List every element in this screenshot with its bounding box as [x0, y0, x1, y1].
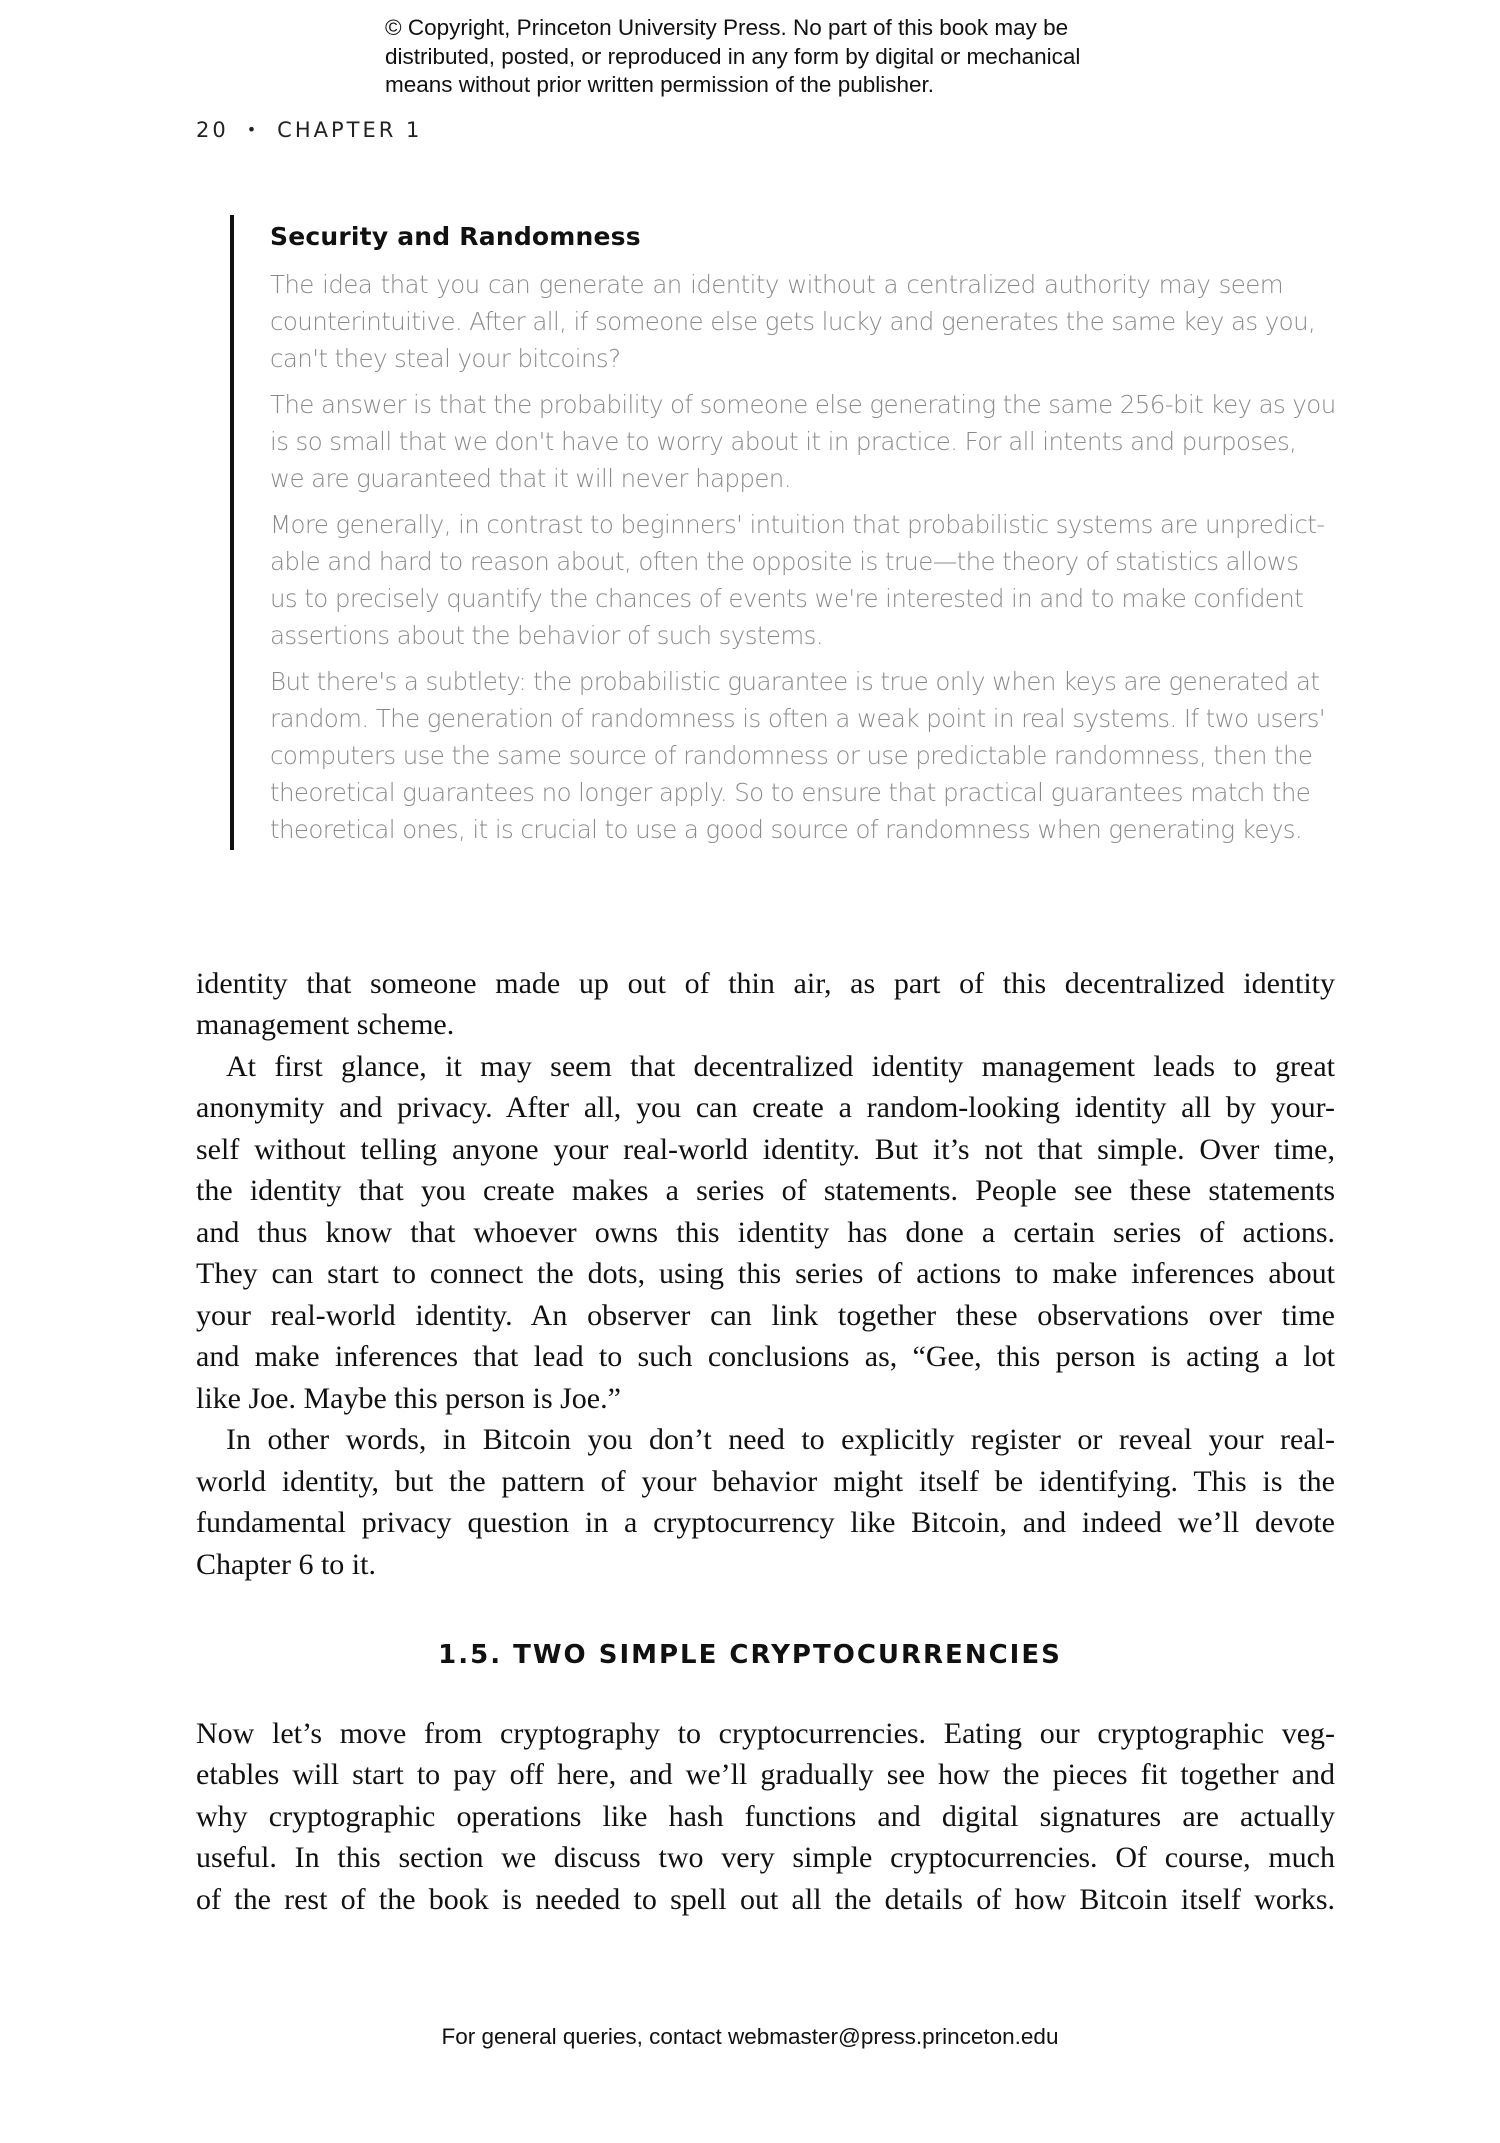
copyright-line: © Copyright, Princeton University Press. No part of this book may be	[385, 15, 1069, 40]
body-line: In other words, in Bitcoin you don’t need to explicitly register or reveal your real-	[226, 1423, 1335, 1456]
body-line: your real-world identity. An observer can link together these observations over time	[196, 1299, 1335, 1332]
sidebar-line: is so small that we don't have to worry about it in practice. For all intents and purposes,	[270, 427, 1297, 456]
copyright-line: distributed, posted, or reproduced in any form by digital or mechanical	[385, 43, 1081, 69]
body-line: like Joe. Maybe this person is Joe.”	[196, 1382, 621, 1415]
sidebar-line: counterintuitive. After all, if someone else gets lucky and generates the same key as you,	[270, 307, 1316, 336]
section-line: Now let’s move from cryptography to cryptocurrencies. Eating our cryptographic veg-	[196, 1717, 1335, 1750]
sidebar-line: assertions about the behavior of such systems.	[270, 621, 823, 650]
body-line: fundamental privacy question in a cryptocurrency like Bitcoin, and indeed we’ll devote	[196, 1506, 1335, 1539]
section-line: why cryptographic operations like hash functions and digital signatures are actually	[196, 1800, 1335, 1833]
bullet-separator-icon: •	[246, 120, 260, 139]
body-line: Chapter 6 to it.	[196, 1548, 376, 1581]
footer-contact: For general queries, contact webmaster@press.princeton.edu	[441, 2024, 1059, 2049]
body-line: and make inferences that lead to such conclusions as, “Gee, this person is acting a lot	[196, 1340, 1335, 1373]
sidebar-line: The idea that you can generate an identity without a centralized authority may seem	[270, 270, 1283, 299]
chapter-label: CHAPTER 1	[277, 118, 423, 142]
sidebar-line: us to precisely quantify the chances of events we're interested in and to make confident	[270, 584, 1304, 613]
running-head	[196, 118, 422, 142]
body-line: At first glance, it may seem that decentralized identity management leads to great	[226, 1050, 1335, 1083]
sidebar-line: The answer is that the probability of someone else generating the same 256-bit key as you	[270, 390, 1336, 419]
body-line: identity that someone made up out of thin air, as part of this decentralized identity	[196, 967, 1335, 1000]
sidebar-rule	[230, 215, 234, 850]
sidebar-line: can't they steal your bitcoins?	[270, 344, 621, 373]
body-line: world identity, but the pattern of your behavior might itself be identifying. This is the	[196, 1465, 1335, 1498]
sidebar-line: theoretical guarantees no longer apply. So to ensure that practical guarantees match the	[270, 778, 1311, 807]
section-line: of the rest of the book is needed to spell out all the details of how Bitcoin itself works.	[196, 1883, 1335, 1916]
section-line: useful. In this section we discuss two very simple cryptocurrencies. Of course, much	[196, 1841, 1335, 1874]
body-line: and thus know that whoever owns this identity has done a certain series of actions.	[196, 1216, 1335, 1249]
sidebar-line: More generally, in contrast to beginners' intuition that probabilistic systems are unpredict-	[270, 510, 1325, 539]
body-line: They can start to connect the dots, using this series of actions to make inferences about	[196, 1257, 1335, 1290]
body-line: the identity that you create makes a series of statements. People see these statements	[196, 1174, 1335, 1207]
page-number: 20	[196, 118, 229, 142]
copyright-line: means without prior written permission of the publisher.	[385, 72, 935, 97]
section-line: etables will start to pay off here, and we’ll gradually see how the pieces fit together and	[196, 1758, 1335, 1791]
copyright-notice	[385, 14, 1145, 100]
section-heading: 1.5. TWO SIMPLE CRYPTOCURRENCIES	[438, 1640, 1062, 1670]
sidebar-line: computers use the same source of randomness or use predictable randomness, then the	[270, 741, 1313, 770]
sidebar-line: able and hard to reason about, often the opposite is true—the theory of statistics allows	[270, 547, 1299, 576]
body-line: management scheme.	[196, 1008, 455, 1041]
sidebar-title: Security and Randomness	[270, 222, 641, 251]
sidebar-line: random. The generation of randomness is often a weak point in real systems. If two users'	[270, 704, 1326, 733]
sidebar-line: But there's a subtlety: the probabilistic guarantee is true only when keys are generated at	[270, 667, 1320, 696]
body-line: anonymity and privacy. After all, you can create a random-looking identity all by your-	[196, 1091, 1335, 1124]
sidebar-line: we are guaranteed that it will never happen.	[270, 464, 791, 493]
sidebar-line: theoretical ones, it is crucial to use a good source of randomness when generating keys.	[270, 815, 1303, 844]
body-line: self without telling anyone your real-world identity. But it’s not that simple. Over time,	[196, 1133, 1335, 1166]
